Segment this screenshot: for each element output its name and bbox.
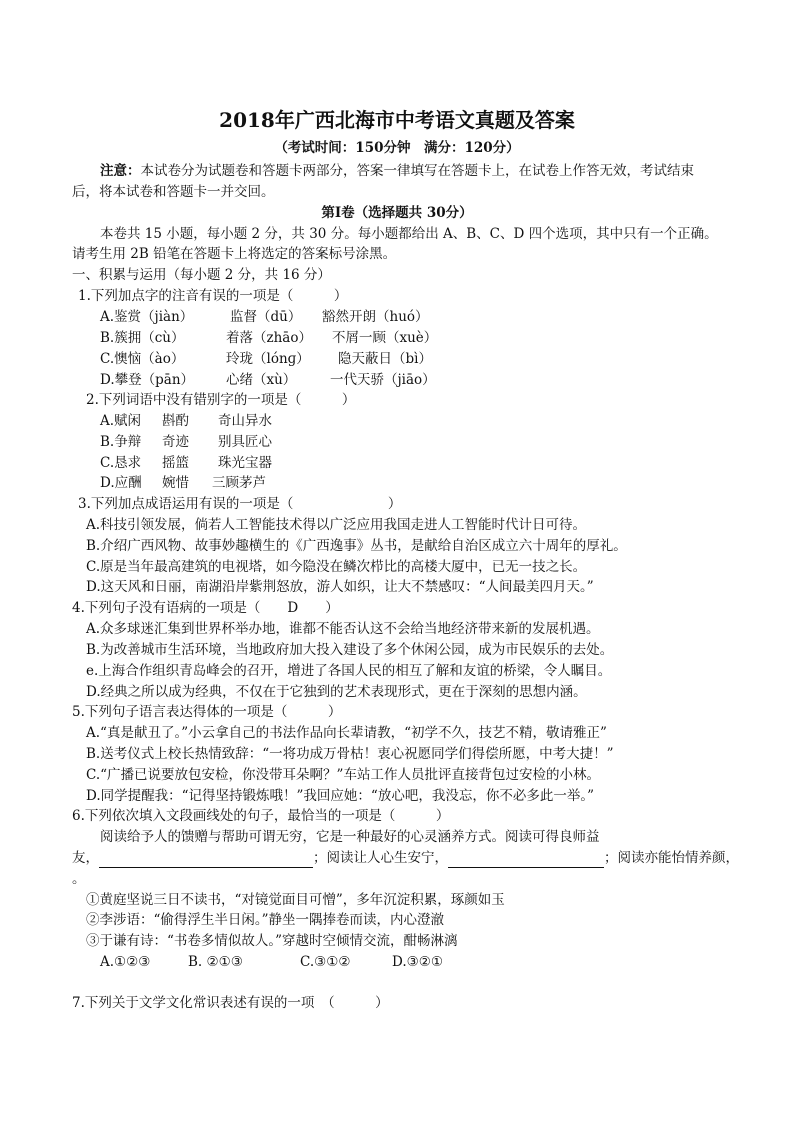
notice-text-1: 本试卷分为试题卷和答题卡两部分，答案一律填写在答题卡上，在试卷上作答无效，考试结束 bbox=[140, 163, 694, 179]
q1-option-c: C.懊恼（ào） bbox=[100, 351, 185, 367]
q2-option-c-2: 摇篮 bbox=[162, 455, 189, 471]
q3-option-d: D.这天风和日丽，南湖沿岸紫荆怒放，游人如织，让大不禁感叹：“人间最美四月天。” bbox=[86, 579, 594, 595]
q6-option-c: C.③①② bbox=[300, 954, 351, 970]
q6-option-b: B. ②①③ bbox=[188, 954, 243, 970]
q2-option-a-3: 奇山异水 bbox=[218, 413, 272, 429]
section1-title: 第Ⅰ卷（选择题共 30分） bbox=[321, 205, 473, 221]
section1-intro-2: 请考生用 2B 铅笔在答题卡上将选定的答案标号涂黑。 bbox=[72, 246, 397, 262]
q1-option-a: A.鉴赏（jiàn） bbox=[100, 309, 194, 325]
q6-option-d: D.③②① bbox=[392, 954, 443, 970]
q2-option-b-3: 别具匠心 bbox=[218, 434, 272, 450]
q1-option-a-3: 豁然开朗（huó） bbox=[322, 309, 429, 325]
q1-option-b: B.簇拥（cù） bbox=[100, 330, 185, 346]
q1-option-d: D.攀登（pān） bbox=[100, 372, 195, 388]
q3-option-a: A.科技引领发展，倘若人工智能技术得以广泛应用我国走进人工智能时代计日可待。 bbox=[86, 517, 587, 533]
q5-option-a: A.“真是献丑了。”小云拿自己的书法作品向长辈请教，“初学不久，技艺不精，敬请雅正” bbox=[86, 725, 607, 741]
q4-option-c: e.上海合作组织青岛峰会的召开，增进了各国人民的相互了解和友谊的桥梁，令人瞩目。 bbox=[86, 663, 612, 679]
q2-option-c: C.恳求 bbox=[100, 455, 142, 471]
q4-option-a: A.众多球迷汇集到世界杯举办地，谁都不能否认这不会给当地经济带来新的发展机遇。 bbox=[86, 621, 600, 637]
notice-line-2: 后，将本试卷和答题卡一并交回。 bbox=[72, 184, 275, 200]
q6-blank-2[interactable] bbox=[448, 853, 604, 868]
q1-option-a-2: 监督（dū） bbox=[230, 309, 302, 325]
q2-option-d-2: 婉惜 bbox=[162, 475, 189, 491]
q1-stem: 1.下列加点字的注音有误的一项是（ ） bbox=[78, 288, 348, 304]
q2-option-c-3: 珠光宝器 bbox=[218, 455, 272, 471]
q7-stem: 7.下列关于文学文化常识表述有误的一项 （ ） bbox=[72, 995, 389, 1011]
q5-stem: 5.下列句子语言表达得体的一项是（ ） bbox=[72, 704, 342, 720]
q4-stem: 4.下列句子没有语病的一项是（ D ） bbox=[72, 600, 339, 616]
notice-label: 注意： bbox=[100, 163, 141, 179]
part1-heading: 一、积累与运用（每小题 2 分，共 16 分） bbox=[72, 267, 331, 283]
q1-option-c-3: 隐天蔽日（bì） bbox=[338, 351, 432, 367]
section1-intro-1: 本卷共 15 小题，每小题 2 分，共 30 分。每小题都给出 A、B、C、D 四个选项，其中只有一个正确。 bbox=[100, 226, 718, 242]
q6-choice-2: ②李涉语：“偷得浮生半日闲。”静坐一隅捧卷而读，内心澄澈 bbox=[86, 912, 445, 928]
q3-option-c: C.原是当年最高建筑的电视塔，如今隐没在鳞次栉比的高楼大厦中，已无一技之长。 bbox=[86, 559, 587, 575]
q2-option-b: B.争辩 bbox=[100, 434, 142, 450]
q6-choice-3: ③于谦有诗：“书卷多情似故人。”穿越时空倾情交流，酣畅淋漓 bbox=[86, 933, 458, 949]
q6-passage-line-3: 。 bbox=[72, 871, 86, 887]
q6-blank-1[interactable] bbox=[99, 853, 313, 868]
q6-option-a: A.①②③ bbox=[100, 954, 151, 970]
q4-option-b: B.为改善城市生活环境，当地政府加大投入建设了多个休闲公园，成为市民娱乐的去处。 bbox=[86, 642, 614, 658]
q1-option-d-3: 一代天骄（jiāo） bbox=[330, 372, 436, 388]
q5-option-b: B.送考仪式上校长热情致辞：“一将功成万骨枯！衷心祝愿同学们得偿所愿，中考大捷！” bbox=[86, 746, 614, 762]
q2-stem: 2.下列词语中没有错别字的一项是（ ） bbox=[86, 392, 356, 408]
q1-option-d-2: 心绪（xù） bbox=[226, 372, 297, 388]
q5-option-d: D.同学提醒我：“记得坚持锻炼哦！”我回应她：“放心吧，我没忘，你不必多此一举。” bbox=[86, 788, 594, 804]
q2-option-d: D.应酬 bbox=[100, 475, 142, 491]
q1-option-b-2: 着落（zhāo） bbox=[226, 330, 312, 346]
q6-choice-1: ①黄庭坚说三日不读书，“对镜觉面目可憎”，多年沉淀积累，琢颜如玉 bbox=[86, 892, 505, 908]
page-title: 2018年广西北海市中考语文真题及答案 bbox=[219, 108, 575, 132]
q2-option-a: A.赋闲 bbox=[100, 413, 142, 429]
q5-option-c: C.“广播已说要放包安检，你没带耳朵啊？”车站工作人员批评直接背包过安检的小林。 bbox=[86, 767, 600, 783]
q2-option-d-3: 三顾茅芦 bbox=[212, 475, 266, 491]
q3-stem: 3.下列加点成语运用有误的一项是（ ） bbox=[78, 496, 402, 512]
exam-info: （考试时间：150分钟 满分：120分） bbox=[274, 140, 520, 156]
q6-stem: 6.下列依次填入文段画线处的句子，最恰当的一项是（ ） bbox=[72, 808, 450, 824]
q2-option-a-2: 斟酌 bbox=[162, 413, 189, 429]
q1-option-b-3: 不屑一顾（xuè） bbox=[332, 330, 438, 346]
q2-option-b-2: 奇迹 bbox=[162, 434, 189, 450]
q3-option-b: B.介绍广西风物、故事妙趣横生的《广西逸事》丛书，是献给自治区成立六十周年的厚礼。 bbox=[86, 538, 627, 554]
q6-passage-line-2: 友， ；阅读让人心生安宁， ；阅读亦能怡情养颜， bbox=[72, 850, 739, 866]
q4-option-d: D.经典之所以成为经典，不仅在于它独到的艺术表现形式，更在于深刻的思想内涵。 bbox=[86, 684, 587, 700]
q1-option-c-2: 玲珑（lónɡ） bbox=[226, 351, 310, 367]
notice-line-1 bbox=[100, 161, 694, 181]
q6-passage-line-1: 阅读给予人的馈赠与帮助可谓无穷，它是一种最好的心灵涵养方式。阅读可得良师益 bbox=[100, 829, 600, 845]
